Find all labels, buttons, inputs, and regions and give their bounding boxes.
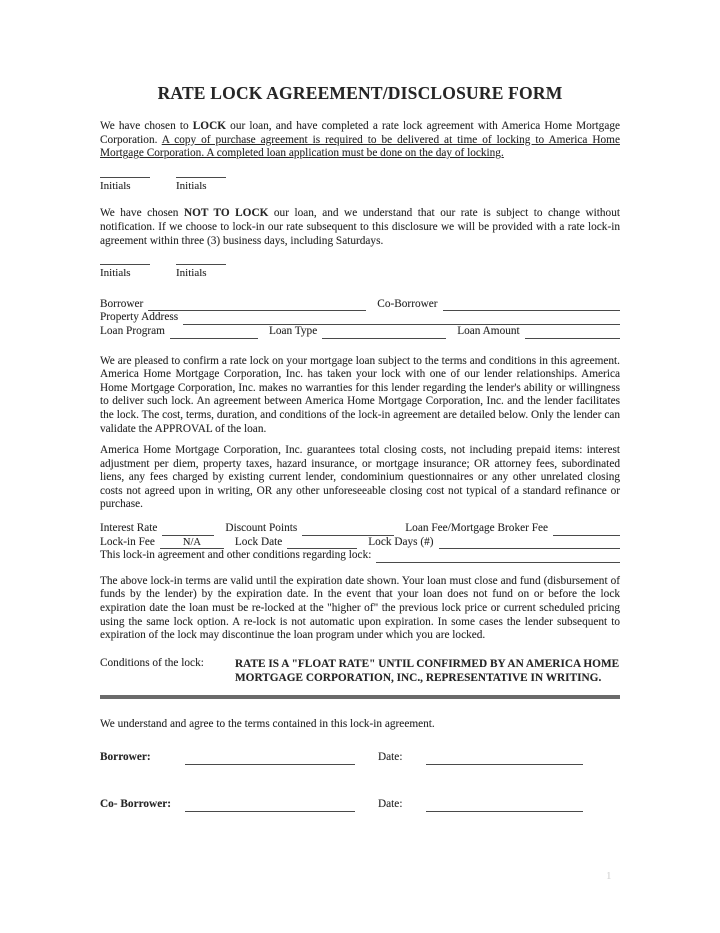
initials-field — [176, 259, 226, 281]
paragraph-expiration-terms: The above lock-in terms are valid until the expiration date shown. Your loan must close and fund (disbursement of funds by the lender) by the expiration date. In the event that your loan does not fund on or before the lock expiration date the loan must be re-locked at the "higher of" the previous lock price or current scheduled pricing using the same lock option. A re-lock is not automatic upon expiration. In some cases the lender subsequent to expiration of the lock may discontinue the loan program under which you are locked. — [100, 574, 620, 642]
borrower-line — [148, 299, 366, 311]
initials-label: Initials — [176, 267, 207, 280]
initials-line — [100, 172, 150, 178]
loan-type-line — [322, 327, 446, 339]
page-title: RATE LOCK AGREEMENT/DISCLOSURE FORM — [157, 83, 563, 103]
loan-fee-label: Loan Fee/Mortgage Broker Fee — [405, 522, 549, 535]
lock-date-line — [287, 537, 357, 549]
initials-block-2 — [100, 259, 620, 281]
borrower-signature-row — [100, 749, 620, 765]
co-borrower-line — [443, 299, 620, 311]
interest-rate-line — [162, 524, 214, 536]
initials-label: Initials — [176, 179, 207, 192]
initials-line — [176, 259, 226, 265]
initials-field — [100, 172, 150, 194]
lock-terms-section — [100, 522, 620, 563]
loan-details-row — [100, 325, 620, 339]
initials-label: Initials — [100, 267, 131, 280]
discount-points-label: Discount Points — [225, 522, 298, 535]
co-borrower-label: Co-Borrower — [377, 297, 438, 310]
page-number: 1 — [606, 870, 612, 882]
lock-conditions-row — [100, 549, 620, 563]
para2-bold-not-to-lock: NOT TO LOCK — [183, 207, 269, 220]
loan-program-line — [170, 327, 258, 339]
lock-conditions-line — [376, 551, 620, 563]
lock-days-line — [439, 537, 620, 549]
conditions-label: Conditions of the lock: — [100, 656, 204, 669]
document-content — [100, 0, 620, 812]
property-address-line — [183, 313, 620, 325]
borrower-info-section — [100, 298, 620, 339]
co-borrower-signature-line — [185, 799, 355, 812]
loan-type-label: Loan Type — [268, 324, 318, 337]
lock-conditions-label: This lock-in agreement and other conditions regarding lock: — [100, 549, 372, 562]
initials-field — [100, 259, 150, 281]
lock-in-fee-line — [160, 537, 224, 549]
para1-bold-lock: LOCK — [192, 120, 227, 132]
para1-underlined-text: A copy of purchase agreement is required to be delivered at time of locking to America Home Mortgage Corporation. A completed loan application must be done on the day of locking. — [100, 133, 620, 160]
borrower-signature-line — [185, 752, 355, 765]
initials-line — [176, 172, 226, 178]
lock-in-fee-value: N/A — [182, 537, 201, 549]
paragraph-lock-choice — [100, 120, 620, 161]
lock-in-fee-label: Lock-in Fee — [100, 535, 155, 548]
initials-field — [176, 172, 226, 194]
initials-line — [100, 259, 150, 265]
paragraph-not-to-lock — [100, 207, 620, 248]
loan-fee-line — [553, 524, 620, 536]
borrower-date-line — [426, 752, 583, 765]
co-borrower-signature-row — [100, 796, 620, 812]
property-address-label: Property Address — [100, 311, 179, 324]
initials-label: Initials — [100, 179, 131, 192]
para2-text-post: our loan, and we understand that our rate is subject to change without notification. If we choose to lock-in our rate subsequent to this disclosure we will be provided with a rate lock-in agreement within three (3) business days, including Saturdays. — [100, 207, 620, 247]
loan-amount-label: Loan Amount — [457, 324, 520, 337]
agreement-statement: We understand and agree to the terms contained in this lock-in agreement. — [100, 718, 435, 731]
conditions-text: RATE IS A "FLOAT RATE" UNTIL CONFIRMED BY AN AMERICA HOME MORTGAGE CORPORATION, INC., REPRESENTATIVE IN WRITING. — [235, 657, 620, 685]
para2-text-pre: We have chosen — [100, 207, 184, 220]
loan-amount-line — [525, 327, 620, 339]
co-borrower-date-line — [426, 799, 583, 812]
co-borrower-date-label: Date: — [378, 798, 403, 811]
conditions-section — [100, 657, 620, 685]
borrower-row — [100, 298, 620, 312]
property-address-row — [100, 311, 620, 325]
paragraph-rate-lock-confirm: We are pleased to confirm a rate lock on your mortgage loan subject to the terms and conditions in this agreement. America Home Mortgage Corporation, Inc. has taken your lock with one of our lender relationships. America Home Mortgage Corporation, Inc. makes no warranties for this lender regarding the lender's ability or willingness to deliver such lock. An agreement between America Home Mortgage Corporation, Inc. and the lender facilitates the lock. The cost, terms, duration, and conditions of the lock-in agreement are detailed below. Only the lender can validate the APPROVAL of the loan. — [100, 354, 620, 435]
discount-points-line — [302, 524, 394, 536]
para1-text-pre: We have chosen to — [100, 120, 193, 132]
loan-program-label: Loan Program — [100, 324, 165, 337]
co-borrower-signature-label: Co- Borrower: — [100, 798, 171, 811]
initials-block-1 — [100, 172, 620, 194]
lock-days-label: Lock Days (#) — [368, 535, 434, 548]
borrower-date-label: Date: — [378, 751, 403, 764]
lock-fee-date-days-row — [100, 536, 620, 550]
borrower-label: Borrower — [100, 297, 144, 310]
para1-text-mid: our loan, and have completed a rate lock agreement with America Home Mortgage Corporation. — [100, 120, 620, 146]
paragraph-closing-costs: America Home Mortgage Corporation, Inc. guarantees total closing costs, not including prepaid items: interest adjustment per diem, property taxes, hazard insurance, or mortgage insurance; OR attorney fees, subordinated liens, any fees charged by existing current lender, condominium questionnaires or any other unrelated closing costs not agreed upon in writing, OR any other unforeseeable closing cost not typical of a standard refinance or purchase. — [100, 444, 620, 511]
borrower-signature-label: Borrower: — [100, 751, 151, 764]
lock-date-label: Lock Date — [234, 535, 283, 548]
section-divider — [100, 695, 620, 699]
rate-points-fee-row — [100, 522, 620, 536]
interest-rate-label: Interest Rate — [100, 522, 158, 535]
